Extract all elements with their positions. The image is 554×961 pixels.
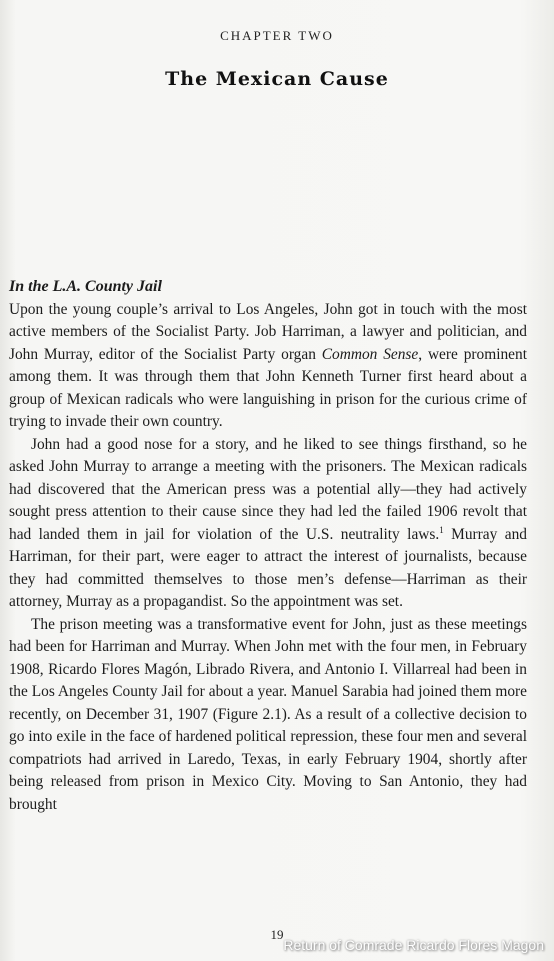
paragraph-1-text-b: , were prominent among them. It was through them that John Kenneth Turner first heard about a group of Mexican radicals who were languishing in prison for the curious crime of trying to invade their own country. bbox=[9, 345, 527, 430]
paragraph-2-text-a: John had a good nose for a story, and he liked to see things firsthand, so he asked John Murray to arrange a meeting with the prisoners. The Mexican radicals had discovered that the American press was a potential ally—they had actively sought press attention to their cause since they had led the failed 1906 revolt that had landed them in jail for violation of the U.S. neutrality laws. bbox=[9, 435, 527, 543]
paragraph-1 bbox=[9, 299, 527, 434]
chapter-title: The Mexican Cause bbox=[165, 68, 389, 90]
paragraph-2-text-b: Murray and Harriman, for their part, were eager to attract the interest of journalists, because they had committed themselves to those men’s defense—Harriman as their attorney, Murray as a propagandist. So the appointment was set. bbox=[9, 525, 528, 610]
paragraph-3: The prison meeting was a transformative event for John, just as these meetings had been for Harriman and Murray. When John met with the four men, in February 1908, Ricardo Flores Magón, Librado Rivera, and Antonio I. Villarreal had been in the Los Angeles County Jail for about a year. Manuel Sarabia had joined them more recently, on December 31, 1907 (Figure 2.1). As a result of a collective decision to go into exile in the face of hardened political repression, these four men and several compatriots had arrived in Laredo, Texas, in early February 1904, shortly after being released from prison in Mexico City. Moving to San Antonio, they had brought bbox=[9, 615, 527, 813]
footnote-marker: 1 bbox=[439, 524, 444, 535]
page-number: 19 bbox=[270, 927, 284, 942]
paragraph-2 bbox=[9, 434, 527, 614]
paragraph-1-italic-title: Common Sense bbox=[321, 345, 419, 363]
chapter-content bbox=[9, 276, 527, 816]
watermark-text: Return of Comrade Ricardo Flores Magon bbox=[283, 937, 544, 953]
paragraph-1-text-a: Upon the young couple’s arrival to Los Angeles, John got in touch with the most active members of the Socialist Party. Job Harriman, a lawyer and politician, and John Murray, editor of the Socialist Party organ bbox=[9, 300, 527, 363]
chapter-label: CHAPTER TWO bbox=[220, 28, 334, 43]
section-heading: In the L.A. County Jail bbox=[9, 278, 162, 295]
